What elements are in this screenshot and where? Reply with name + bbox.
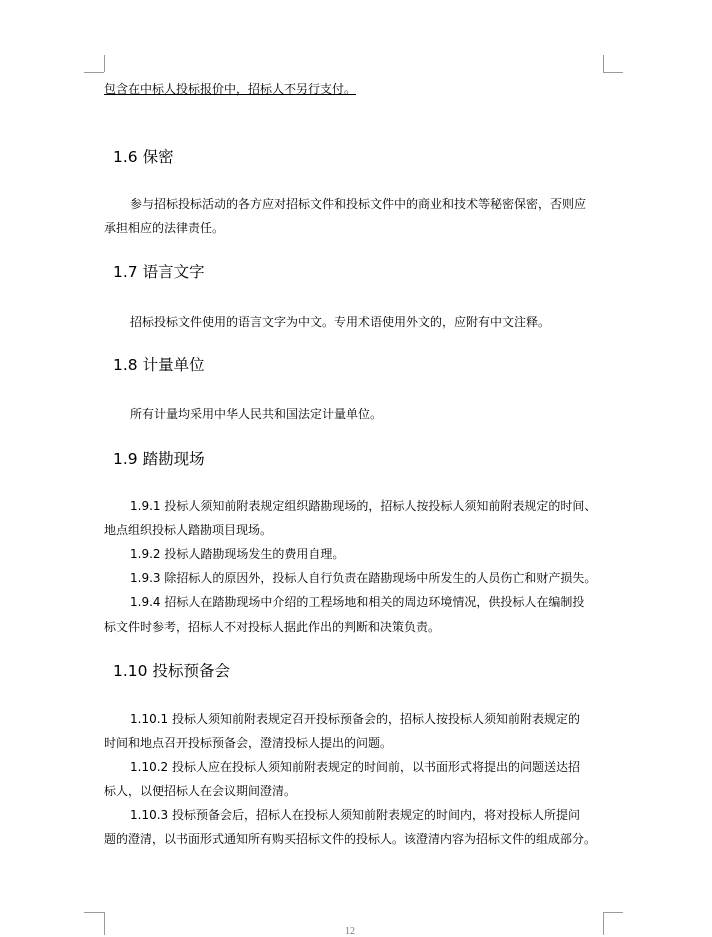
paragraph-line: 招标投标文件使用的语言文字为中文。专用术语使用外文的，应附有中文注释。 [130, 315, 551, 329]
crop-mark-top-left [84, 72, 104, 73]
paragraph-line: 1.10.2 投标人应在投标人须知前附表规定的时间前，以书面形式将提出的问题送达招 [130, 760, 580, 774]
paragraph-line: 承担相应的法律责任。 [104, 221, 225, 235]
crop-mark-bottom-left [84, 912, 104, 913]
paragraph-line: 1.9.2 投标人踏勘现场发生的费用自理。 [130, 547, 345, 561]
paragraph-line: 1.10.1 投标人须知前附表规定召开投标预备会的，招标人按投标人须知前附表规定的 [130, 712, 580, 726]
paragraph-line: 包含在中标人投标报价中，招标人不另行支付。 [104, 82, 357, 96]
section-heading: 1.8 计量单位 [113, 356, 205, 374]
crop-mark-top-left [104, 55, 105, 72]
crop-mark-bottom-left [104, 912, 105, 935]
section-heading: 1.6 保密 [113, 148, 174, 166]
paragraph-line: 地点组织投标人踏勘项目现场。 [104, 523, 273, 537]
paragraph-line: 1.10.3 投标预备会后，招标人在投标人须知前附表规定的时间内，将对投标人所提问 [130, 808, 580, 822]
crop-mark-top-right [603, 72, 623, 73]
crop-mark-top-right [603, 55, 604, 72]
paragraph-line: 题的澄清，以书面形式通知所有购买招标文件的投标人。该澄清内容为招标文件的组成部分。 [104, 832, 597, 846]
paragraph-line: 时间和地点召开投标预备会，澄清投标人提出的问题。 [104, 736, 393, 750]
paragraph-line: 参与招标投标活动的各方应对招标文件和投标文件中的商业和技术等秘密保密，否则应 [130, 197, 587, 211]
crop-mark-bottom-right [603, 912, 604, 935]
paragraph-line: 1.9.4 招标人在踏勘现场中介绍的工程场地和相关的周边环境情况，供投标人在编制投 [130, 595, 585, 609]
paragraph-line: 所有计量均采用中华人民共和国法定计量单位。 [130, 407, 383, 421]
section-heading: 1.10 投标预备会 [113, 662, 230, 680]
paragraph-line: 标人，以便招标人在会议期间澄清。 [104, 784, 297, 798]
section-heading: 1.7 语言文字 [113, 263, 205, 281]
paragraph-line: 1.9.1 投标人须知前附表规定组织踏勘现场的，招标人按投标人须知前附表规定的时间、 [130, 499, 597, 513]
crop-mark-bottom-right [603, 912, 623, 913]
paragraph-line: 1.9.3 除招标人的原因外，投标人自行负责在踏勘现场中所发生的人员伤亡和财产损失。 [130, 571, 597, 585]
page-number: 12 [345, 926, 355, 937]
paragraph-line: 标文件时参考，招标人不对投标人据此作出的判断和决策负责。 [104, 620, 441, 634]
section-heading: 1.9 踏勘现场 [113, 450, 205, 468]
